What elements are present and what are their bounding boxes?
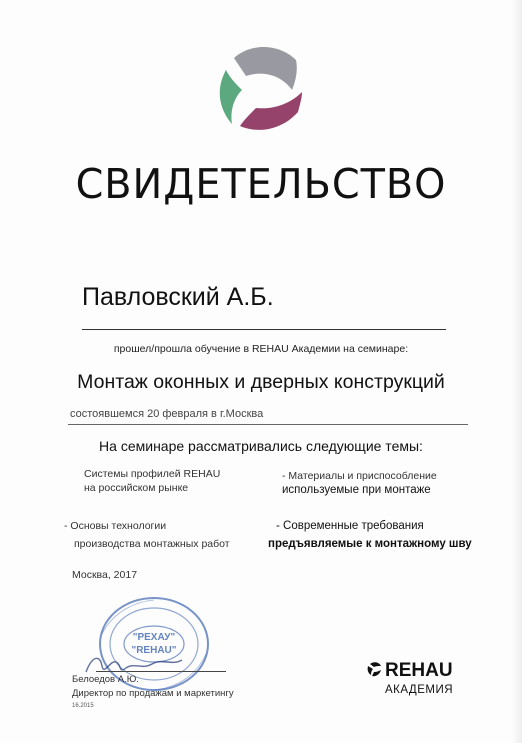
seminar-date-location: состоявшемся 20 февраля в г.Москва <box>70 408 264 420</box>
city-year: Москва, 2017 <box>72 569 138 581</box>
recipient-underline <box>82 329 446 330</box>
topic-line: Системы профилей REHAU <box>84 468 221 480</box>
rehau-wordmark: REHAU <box>385 660 453 681</box>
rehau-logo-mark-icon <box>212 40 306 134</box>
recipient-name: Павловский А.Б. <box>82 283 274 311</box>
topic-line: предъявляемые к монтажному шву <box>268 538 472 550</box>
topic-item <box>84 467 220 495</box>
course-title: Монтаж оконных и дверных конструкций <box>77 371 445 393</box>
topic-item <box>64 519 230 551</box>
topic-line: - Основы технологии <box>64 520 167 532</box>
rehau-small-mark-icon <box>366 661 382 677</box>
passed-training-text: прошел/прошла обучение в REHAU Академии на семинаре: <box>113 343 409 355</box>
topic-line: - Материалы и приспособление <box>282 470 437 482</box>
stamp-line-1: "РЕХАУ" <box>132 632 176 643</box>
topics-heading: На семинаре рассматривались следующие темы: <box>99 438 423 454</box>
signature-line <box>96 671 226 672</box>
signer-role: Директор по продажам и маркетингу <box>72 688 234 699</box>
stamp-line-2: "REHAU" <box>131 645 177 656</box>
topic-line: используемые при монтаже <box>282 484 431 496</box>
topic-line: производства монтажных работ <box>74 538 230 550</box>
date-underline <box>68 424 468 425</box>
topic-line: на российском рынке <box>84 482 189 494</box>
topic-line: - Современные требования <box>276 520 424 532</box>
topic-item <box>282 469 437 497</box>
signer-name: Белоедов А.Ю. <box>72 674 139 685</box>
form-code: 16.2015 <box>72 703 94 709</box>
topic-item <box>268 519 472 551</box>
certificate-title: СВИДЕТЕЛЬСТВО <box>75 160 447 208</box>
academy-label: АКАДЕМИЯ <box>385 684 454 696</box>
